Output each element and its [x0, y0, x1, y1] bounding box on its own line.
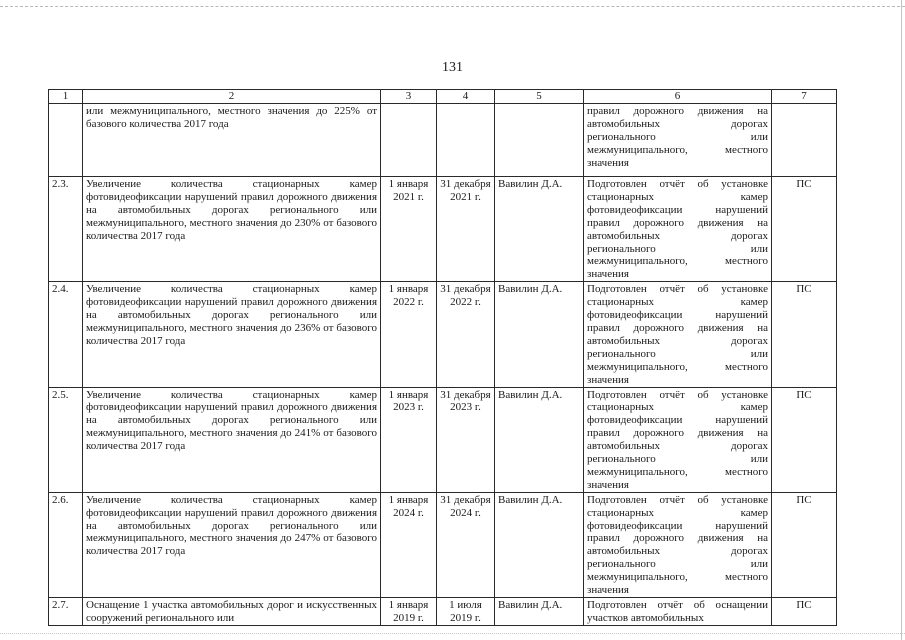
column-number: 4 — [437, 90, 495, 104]
end-date-cell — [437, 104, 495, 177]
end-date-cell: 1 июля 2019 г. — [437, 598, 495, 626]
table-row — [49, 177, 837, 282]
page-number: 131 — [442, 60, 463, 75]
responsible-cell: Вавилин Д.А. — [495, 598, 584, 626]
table-row — [49, 598, 837, 626]
start-date-cell: 1 января 2022 г. — [381, 282, 437, 387]
table-row-continuation — [49, 104, 837, 177]
column-number: 2 — [83, 90, 381, 104]
description-cell: или межмуниципального, местного значения до 225% от базового количества 2017 года — [83, 104, 381, 177]
type-cell: ПС — [772, 282, 837, 387]
row-number-cell: 2.7. — [49, 598, 83, 626]
table-row — [49, 492, 837, 597]
start-date-cell: 1 января 2024 г. — [381, 492, 437, 597]
column-number: 7 — [772, 90, 837, 104]
end-date-cell: 31 декабря 2021 г. — [437, 177, 495, 282]
responsible-cell: Вавилин Д.А. — [495, 492, 584, 597]
column-number: 1 — [49, 90, 83, 104]
result-cell: Подготовлен отчёт об оснащении участков автомобильных — [584, 598, 772, 626]
plan-table — [48, 89, 837, 626]
responsible-cell: Вавилин Д.А. — [495, 177, 584, 282]
column-number: 3 — [381, 90, 437, 104]
row-number-cell: 2.3. — [49, 177, 83, 282]
responsible-cell: Вавилин Д.А. — [495, 282, 584, 387]
table-row — [49, 282, 837, 387]
end-date-cell: 31 декабря 2023 г. — [437, 387, 495, 492]
start-date-cell: 1 января 2023 г. — [381, 387, 437, 492]
start-date-cell: 1 января 2021 г. — [381, 177, 437, 282]
description-cell: Увеличение количества стационарных камер фотовидеофиксации нарушений правил дорожного движения на автомобильных дорогах регионального или межмуниципального, местного значения до 230% от базового количества 2017 года — [83, 177, 381, 282]
description-cell: Увеличение количества стационарных камер фотовидеофиксации нарушений правил дорожного движения на автомобильных дорогах регионального или межмуниципального, местного значения до 241% от базового количества 2017 года — [83, 387, 381, 492]
start-date-cell — [381, 104, 437, 177]
scan-edge-bottom — [0, 633, 905, 634]
row-number-cell — [49, 104, 83, 177]
description-cell: Увеличение количества стационарных камер фотовидеофиксации нарушений правил дорожного движения на автомобильных дорогах регионального или межмуниципального, местного значения до 236% от базового количества 2017 года — [83, 282, 381, 387]
result-cell: Подготовлен отчёт об установке стационарных камер фотовидеофиксации нарушений правил дорожного движения на автомобильных дорогах регионального или межмуниципального, местного значения — [584, 282, 772, 387]
type-cell — [772, 104, 837, 177]
column-number: 6 — [584, 90, 772, 104]
scan-edge-top — [0, 6, 905, 7]
type-cell: ПС — [772, 492, 837, 597]
scan-edge-right — [901, 0, 902, 640]
type-cell: ПС — [772, 387, 837, 492]
end-date-cell: 31 декабря 2022 г. — [437, 282, 495, 387]
start-date-cell: 1 января 2019 г. — [381, 598, 437, 626]
row-number-cell: 2.4. — [49, 282, 83, 387]
result-cell: Подготовлен отчёт об установке стационарных камер фотовидеофиксации нарушений правил дорожного движения на автомобильных дорогах регионального или межмуниципального, местного значения — [584, 387, 772, 492]
type-cell: ПС — [772, 177, 837, 282]
description-cell: Оснащение 1 участка автомобильных дорог и искусственных сооружений регионального или — [83, 598, 381, 626]
result-cell: правил дорожного движения на автомобильных дорогах регионального или межмуниципального, местного значения — [584, 104, 772, 177]
column-number: 5 — [495, 90, 584, 104]
type-cell: ПС — [772, 598, 837, 626]
result-cell: Подготовлен отчёт об установке стационарных камер фотовидеофиксации нарушений правил дорожного движения на автомобильных дорогах регионального или межмуниципального, местного значения — [584, 492, 772, 597]
result-cell: Подготовлен отчёт об установке стационарных камер фотовидеофиксации нарушений правил дорожного движения на автомобильных дорогах регионального или межмуниципального, местного значения — [584, 177, 772, 282]
row-number-cell: 2.5. — [49, 387, 83, 492]
row-number-cell: 2.6. — [49, 492, 83, 597]
column-number-row — [49, 90, 837, 104]
table-row — [49, 387, 837, 492]
responsible-cell — [495, 104, 584, 177]
responsible-cell: Вавилин Д.А. — [495, 387, 584, 492]
end-date-cell: 31 декабря 2024 г. — [437, 492, 495, 597]
description-cell: Увеличение количества стационарных камер фотовидеофиксации нарушений правил дорожного движения на автомобильных дорогах регионального или межмуниципального, местного значения до 247% от базового количества 2017 года — [83, 492, 381, 597]
